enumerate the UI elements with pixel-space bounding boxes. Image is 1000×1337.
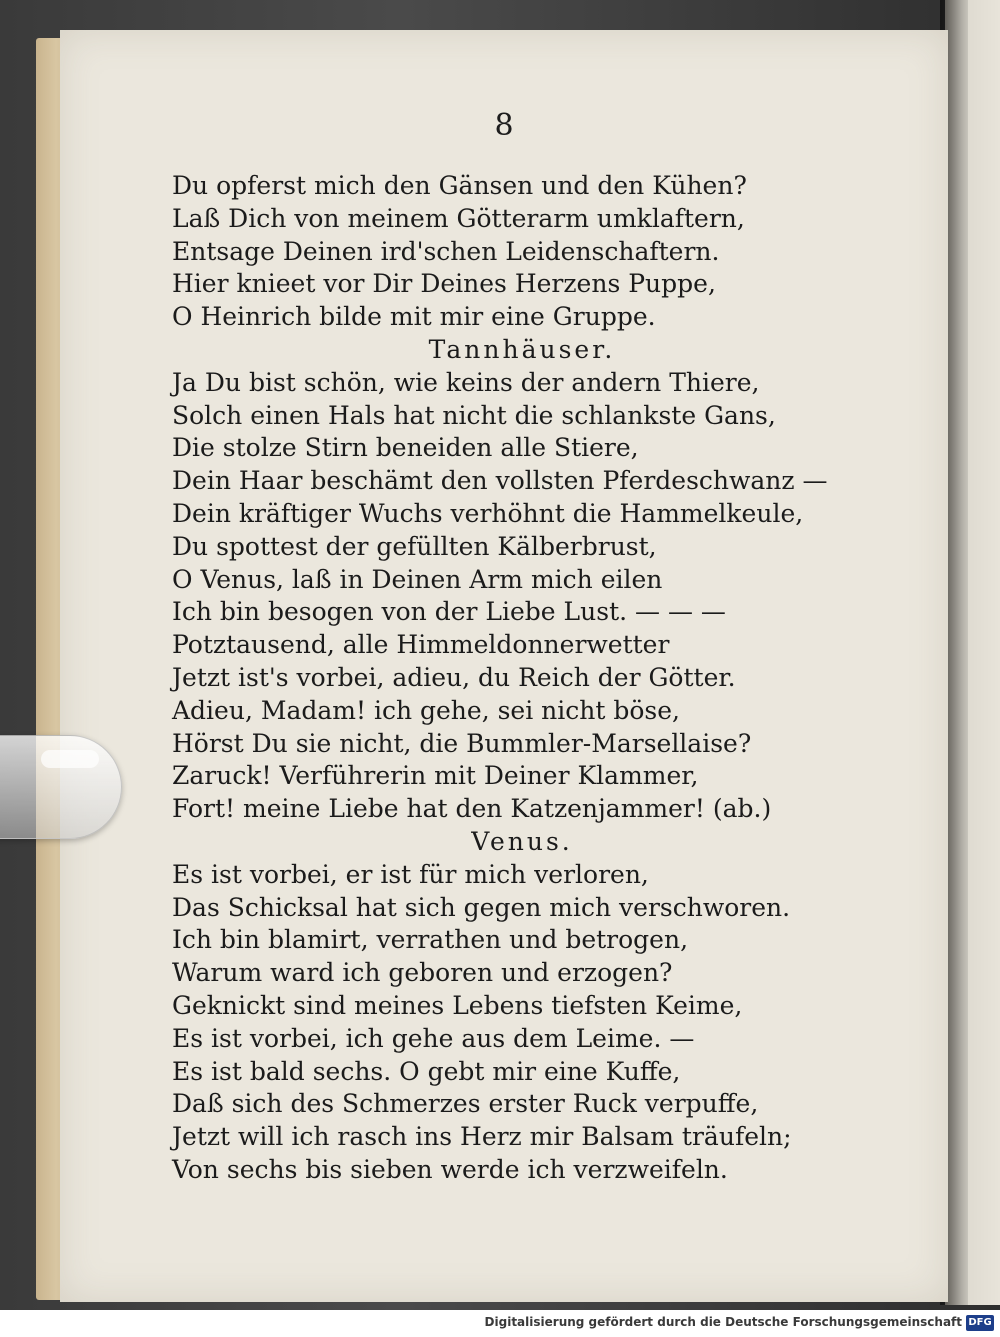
book-page [60,30,948,1302]
verse-line: Es ist bald sechs. O gebt mir eine Kuffe, [172,1056,681,1086]
verse-line: Jetzt ist's vorbei, adieu, du Reich der Götter. [172,662,736,692]
verse-line: Von sechs bis sieben werde ich verzweifeln. [172,1154,728,1184]
verse-line: Dein kräftiger Wuchs verhöhnt die Hammelkeule, [172,498,804,528]
verse-line: Geknickt sind meines Lebens tiefsten Keime, [172,990,743,1020]
verse-line: Laß Dich von meinem Götterarm umklaftern, [172,203,745,233]
verse-line: Warum ward ich geboren und erzogen? [172,958,673,988]
footer [0,1310,1000,1337]
verse-line: O Heinrich bilde mit mir eine Gruppe. [172,302,656,332]
verse-line: Das Schicksal hat sich gegen mich verschworen. [172,892,791,922]
verse-line: Es ist vorbei, ich gehe aus dem Leime. — [172,1023,695,1053]
verse-line: Du opferst mich den Gänsen und den Kühen? [172,171,747,200]
speaker-heading: Tannhäuser. [428,334,616,364]
verse-line: Zaruck! Verführerin mit Deiner Klammer, [172,761,699,791]
verse-line: Die stolze Stirn beneiden alle Stiere, [172,433,639,463]
page-number: 8 [494,108,514,143]
verse-line: Ich bin blamirt, verrathen und betrogen, [172,925,689,955]
verse-line: Dein Haar beschämt den vollsten Pferdeschwanz — [172,466,828,496]
speaker-heading: Venus. [471,826,573,856]
verse-line: Ich bin besogen von der Liebe Lust. — — — [172,597,726,627]
funding-credit: Digitalisierung gefördert durch die Deutsche Forschungsgemeinschaft [484,1315,962,1329]
verse-text [172,170,872,1187]
verse-line: Es ist vorbei, er ist für mich verloren, [172,859,649,889]
verse-line: Adieu, Madam! ich gehe, sei nicht böse, [172,695,680,725]
verse-line: Solch einen Hals hat nicht die schlankste Gans, [172,400,776,430]
verse-line: Jetzt will ich rasch ins Herz mir Balsam träufeln; [172,1122,792,1152]
dfg-logo-icon: DFG [966,1315,994,1331]
clip-highlight [41,750,99,768]
verse-line: Hier knieet vor Dir Deines Herzens Puppe, [172,269,716,299]
verse-line: Potztausend, alle Himmeldonnerwetter [172,630,670,660]
verse-line: Fort! meine Liebe hat den Katzenjammer! (ab.) [172,794,772,824]
verse-line: Du spottest der gefüllten Kälberbrust, [172,531,657,561]
verse-line: O Venus, laß in Deinen Arm mich eilen [172,564,663,594]
verse-line: Hörst Du sie nicht, die Bummler-Marsellaise? [172,728,752,758]
verse-line: Entsage Deinen ird'schen Leidenschaftern. [172,236,720,266]
verse-line: Daß sich des Schmerzes erster Ruck verpuffe, [172,1089,759,1119]
verse-line: Ja Du bist schön, wie keins der andern Thiere, [172,367,760,397]
page-clip [0,735,122,839]
